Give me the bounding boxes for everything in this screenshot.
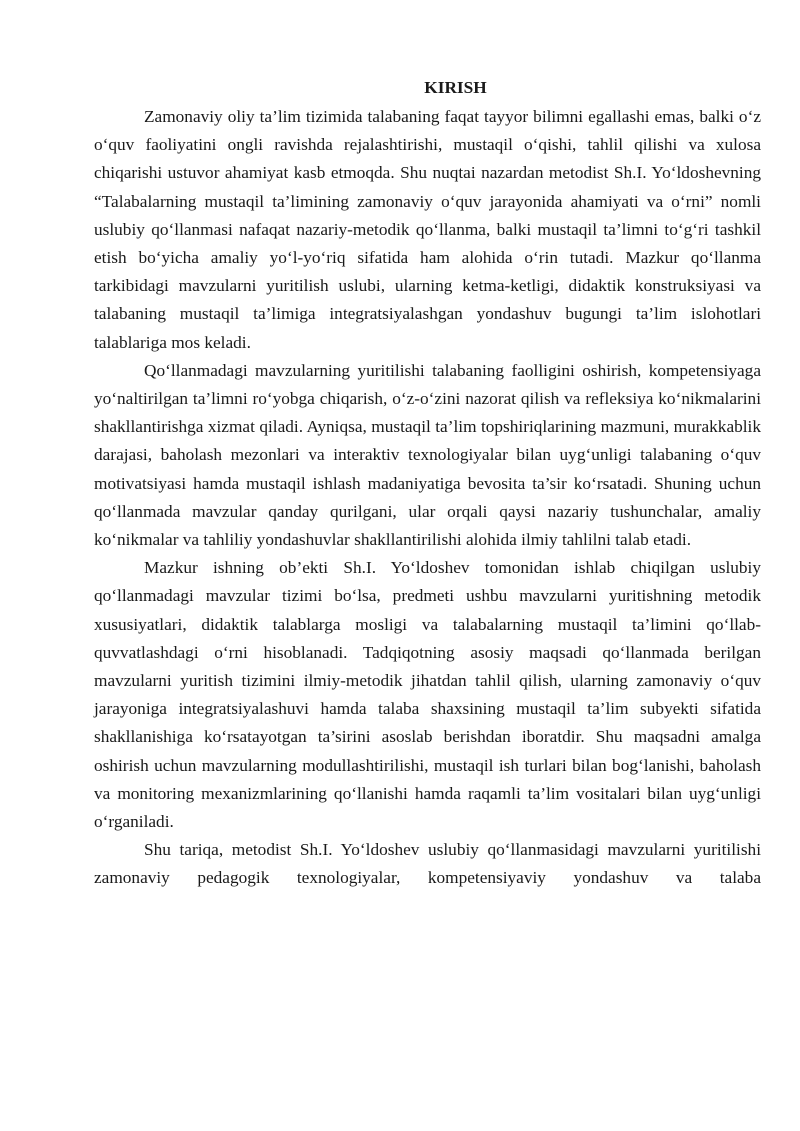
paragraph-2: Qo‘llanmadagi mavzularning yuritilishi talabaning faolligini oshirish, kompetensiyaga yo‘naltirilgan ta’limni ro‘yobga chiqarish, o‘z-o‘zini nazorat qilish va refleksiya ko‘nikmalarini shakllantirishga xizmat qiladi. Ayniqsa, mustaqil ta’lim topshiriqlarining mazmuni, murakkablik darajasi, baholash mezonlari va interaktiv texnologiyalar bilan uyg‘unligi talabaning o‘quv motivatsiyasi hamda mustaqil ishlash madaniyatiga bevosita ta’sir ko‘rsatadi. Shuning uchun qo‘llanmada mavzular qanday qurilgani, ular orqali qaysi nazariy tushunchalar, amaliy ko‘nikmalar va tahliliy yondashuvlar shakllantirilishi alohida ilmiy tahlilni talab etadi. <box>94 360 761 550</box>
paragraph-3: Mazkur ishning ob’ekti Sh.I. Yo‘ldoshev tomonidan ishlab chiqilgan uslubiy qo‘llanmadagi mavzular tizimi bo‘lsa, predmeti ushbu mavzularni yuritishning metodik xususiyatlari, didaktik talablarga mosligi va talabalarning mustaqil ta’limini qo‘llab-quvvatlashdagi o‘rni hisoblanadi. Tadqiqotning asosiy maqsadi qo‘llanmada berilgan mavzularni yuritish tizimini ilmiy-metodik jihatdan tahlil qilish, ularning zamonaviy o‘quv jarayoniga integratsiyalashuvi hamda talaba shaxsining mustaqil ta’lim subyekti sifatida shakllanishiga ko‘rsatayotgan ta’sirini asoslab berishdan iboratdir. Shu maqsadni amalga oshirish uchun mavzularning modullashtirilishi, mustaqil ish turlari bilan bog‘lanishi, baholash va monitoring mexanizmlarining qo‘llanishi hamda raqamli ta’lim vositalari bilan uyg‘unligi o‘rganiladi. <box>94 558 761 832</box>
document-body <box>94 73 761 893</box>
paragraph-1: Zamonaviy oliy ta’lim tizimida talabaning faqat tayyor bilimni egallashi emas, balki o‘z o‘quv faoliyatini ongli ravishda rejalashtirishi, mustaqil o‘qishi, tahlil qilishi va xulosa chiqarishi ustuvor ahamiyat kasb etmoqda. Shu nuqtai nazardan metodist Sh.I. Yo‘ldoshevning “Talabalarning mustaqil ta’limining zamonaviy o‘quv jarayonida ahamiyati va o‘rni” nomli uslubiy qo‘llanmasi nafaqat nazariy-metodik qo‘llanma, balki mustaqil ta’limni to‘g‘ri tashkil etish bo‘yicha amaliy yo‘l-yo‘riq sifatida ham alohida o‘rin tutadi. Mazkur qo‘llanma tarkibidagi mavzularni yuritilish uslubi, ularning ketma-ketligi, didaktik konstruksiyasi va talabaning mustaqil ta’limiga integratsiyalashgan yondashuv bugungi ta’lim islohotlari talablariga mos keladi. <box>94 107 761 352</box>
paragraph-4: Shu tariqa, metodist Sh.I. Yo‘ldoshev uslubiy qo‘llanmasidagi mavzularni yuritilishi zamonaviy pedagogik texnologiyalar, kompetensiyaviy yondashuv va talaba <box>94 840 761 888</box>
section-heading: KIRISH <box>424 78 487 97</box>
